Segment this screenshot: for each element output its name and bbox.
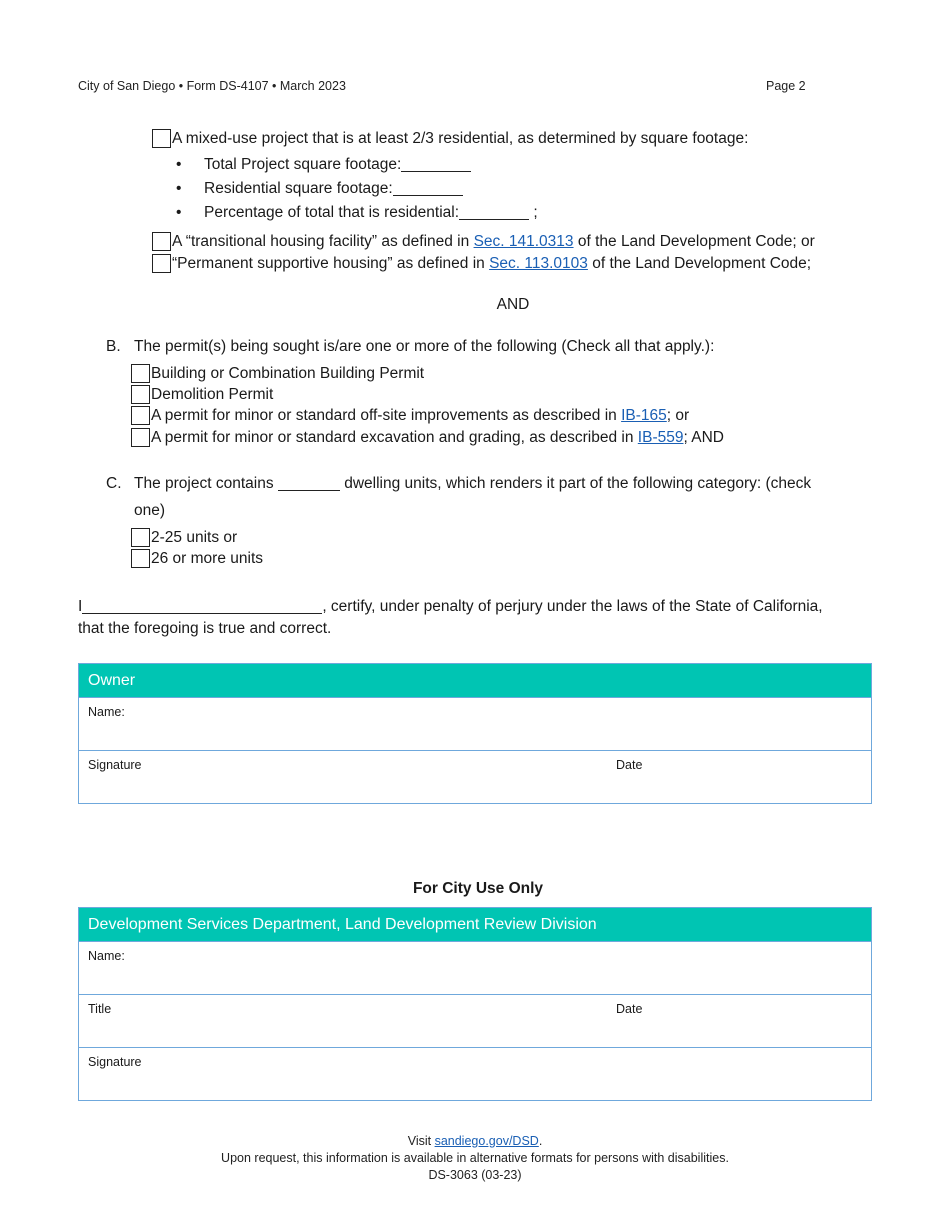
units-2-25-checkbox[interactable] bbox=[131, 528, 150, 547]
certifier-name-field[interactable] bbox=[82, 600, 322, 614]
and-connector: AND bbox=[496, 296, 530, 313]
residential-sqft-row bbox=[204, 180, 463, 198]
section-c-text-start: The project contains bbox=[134, 475, 278, 492]
certify-prefix: I bbox=[78, 598, 83, 615]
transitional-housing-text: A “transitional housing facility” as defined in bbox=[172, 232, 474, 250]
residential-sqft-field[interactable] bbox=[393, 182, 463, 196]
demolition-permit-checkbox[interactable] bbox=[131, 385, 150, 404]
dsd-title-row[interactable] bbox=[79, 994, 871, 1047]
dsd-title-label: Title bbox=[88, 1002, 112, 1016]
permanent-supportive-option bbox=[152, 254, 811, 273]
certification-statement bbox=[78, 598, 823, 616]
offsite-improvements-label: A permit for minor or standard off-site improvements as described in bbox=[151, 406, 622, 424]
section-b-letter: B. bbox=[106, 338, 121, 355]
footer-accessibility-note: Upon request, this information is available in alternative formats for persons with disabilities. bbox=[221, 1151, 729, 1165]
offsite-improvements-label-end: ; or bbox=[666, 406, 690, 424]
grading-permit-option bbox=[131, 428, 724, 447]
section-c-letter: C. bbox=[106, 475, 122, 492]
units-26-plus-label: 26 or more units bbox=[151, 549, 263, 567]
mixed-use-option bbox=[152, 129, 748, 148]
permanent-supportive-text-end: of the Land Development Code; bbox=[587, 254, 812, 272]
grading-permit-label-end: ; AND bbox=[683, 428, 724, 446]
total-sqft-field[interactable] bbox=[401, 158, 471, 172]
sec-113-0103-link[interactable]: Sec. 113.0103 bbox=[489, 254, 588, 272]
percentage-row bbox=[204, 204, 538, 222]
transitional-housing-option bbox=[152, 232, 815, 251]
residential-sqft-label: Residential square footage: bbox=[204, 180, 393, 197]
demolition-permit-option bbox=[131, 385, 273, 404]
demolition-permit-label: Demolition Permit bbox=[151, 385, 274, 403]
units-2-25-label: 2-25 units or bbox=[151, 528, 238, 546]
permanent-supportive-text: “Permanent supportive housing” as defined in bbox=[172, 254, 490, 272]
grading-permit-checkbox[interactable] bbox=[131, 428, 150, 447]
bullet-dot: • bbox=[176, 180, 182, 197]
bullet-dot: • bbox=[176, 156, 182, 173]
section-c-text-end: dwelling units, which renders it part of the following category: (check bbox=[339, 475, 812, 492]
offsite-improvements-option bbox=[131, 406, 689, 425]
section-b-question: The permit(s) being sought is/are one or more of the following (Check all that apply.): bbox=[134, 338, 715, 355]
dsd-date-label: Date bbox=[616, 1002, 643, 1016]
sandiego-dsd-link[interactable]: sandiego.gov/DSD bbox=[434, 1134, 539, 1148]
bullet-dot: • bbox=[176, 204, 182, 221]
page-number: Page 2 bbox=[766, 79, 806, 93]
transitional-housing-text-end: of the Land Development Code; or bbox=[573, 232, 815, 250]
footer-visit-prefix: Visit bbox=[407, 1134, 435, 1148]
owner-table bbox=[78, 663, 872, 804]
percentage-suffix: ; bbox=[529, 204, 538, 221]
city-use-heading: For City Use Only bbox=[412, 880, 544, 897]
offsite-improvements-checkbox[interactable] bbox=[131, 406, 150, 425]
total-sqft-row bbox=[204, 156, 471, 174]
footer-form-number: DS-3063 (03-23) bbox=[428, 1168, 522, 1182]
building-permit-checkbox[interactable] bbox=[131, 364, 150, 383]
permanent-supportive-checkbox[interactable] bbox=[152, 254, 171, 273]
owner-signature-row[interactable] bbox=[79, 750, 871, 803]
ib-165-link[interactable]: IB-165 bbox=[621, 406, 667, 424]
total-sqft-label: Total Project square footage: bbox=[204, 156, 402, 173]
units-2-25-option bbox=[131, 528, 237, 547]
dsd-name-row[interactable] bbox=[79, 941, 871, 994]
dsd-name-label: Name: bbox=[88, 949, 125, 963]
footer-visit-suffix: . bbox=[538, 1134, 543, 1148]
units-26-plus-option bbox=[131, 549, 263, 568]
owner-date-label: Date bbox=[616, 758, 643, 772]
mixed-use-text: A mixed-use project that is at least 2/3 residential, as determined by square footage: bbox=[172, 129, 749, 147]
mixed-use-checkbox[interactable] bbox=[152, 129, 171, 148]
certify-text: , certify, under penalty of perjury under the laws of the State of California, bbox=[322, 598, 823, 615]
owner-signature-label: Signature bbox=[88, 758, 142, 772]
dsd-review-table bbox=[78, 907, 872, 1101]
building-permit-option bbox=[131, 364, 424, 383]
dsd-signature-label: Signature bbox=[88, 1055, 142, 1069]
dsd-table-title: Development Services Department, Land Development Review Division bbox=[79, 908, 871, 941]
owner-table-title: Owner bbox=[79, 664, 871, 697]
section-c-text-line2: one) bbox=[134, 502, 166, 519]
dwelling-units-field[interactable] bbox=[278, 477, 340, 491]
transitional-housing-checkbox[interactable] bbox=[152, 232, 171, 251]
units-26-plus-checkbox[interactable] bbox=[131, 549, 150, 568]
certification-statement-line2: that the foregoing is true and correct. bbox=[78, 620, 332, 637]
section-c-question bbox=[134, 475, 811, 493]
ib-559-link[interactable]: IB-559 bbox=[637, 428, 684, 446]
dsd-signature-row[interactable] bbox=[79, 1047, 871, 1100]
owner-name-row[interactable] bbox=[79, 697, 871, 750]
grading-permit-label: A permit for minor or standard excavation and grading, as described in bbox=[151, 428, 638, 446]
sec-141-0313-link[interactable]: Sec. 141.0313 bbox=[473, 232, 574, 250]
building-permit-label: Building or Combination Building Permit bbox=[151, 364, 425, 382]
owner-name-label: Name: bbox=[88, 705, 125, 719]
percentage-label: Percentage of total that is residential: bbox=[204, 204, 460, 221]
percentage-field[interactable] bbox=[459, 206, 529, 220]
page-header-form-info: City of San Diego • Form DS-4107 • March 2023 bbox=[78, 79, 346, 93]
footer-visit-line bbox=[0, 1134, 950, 1148]
